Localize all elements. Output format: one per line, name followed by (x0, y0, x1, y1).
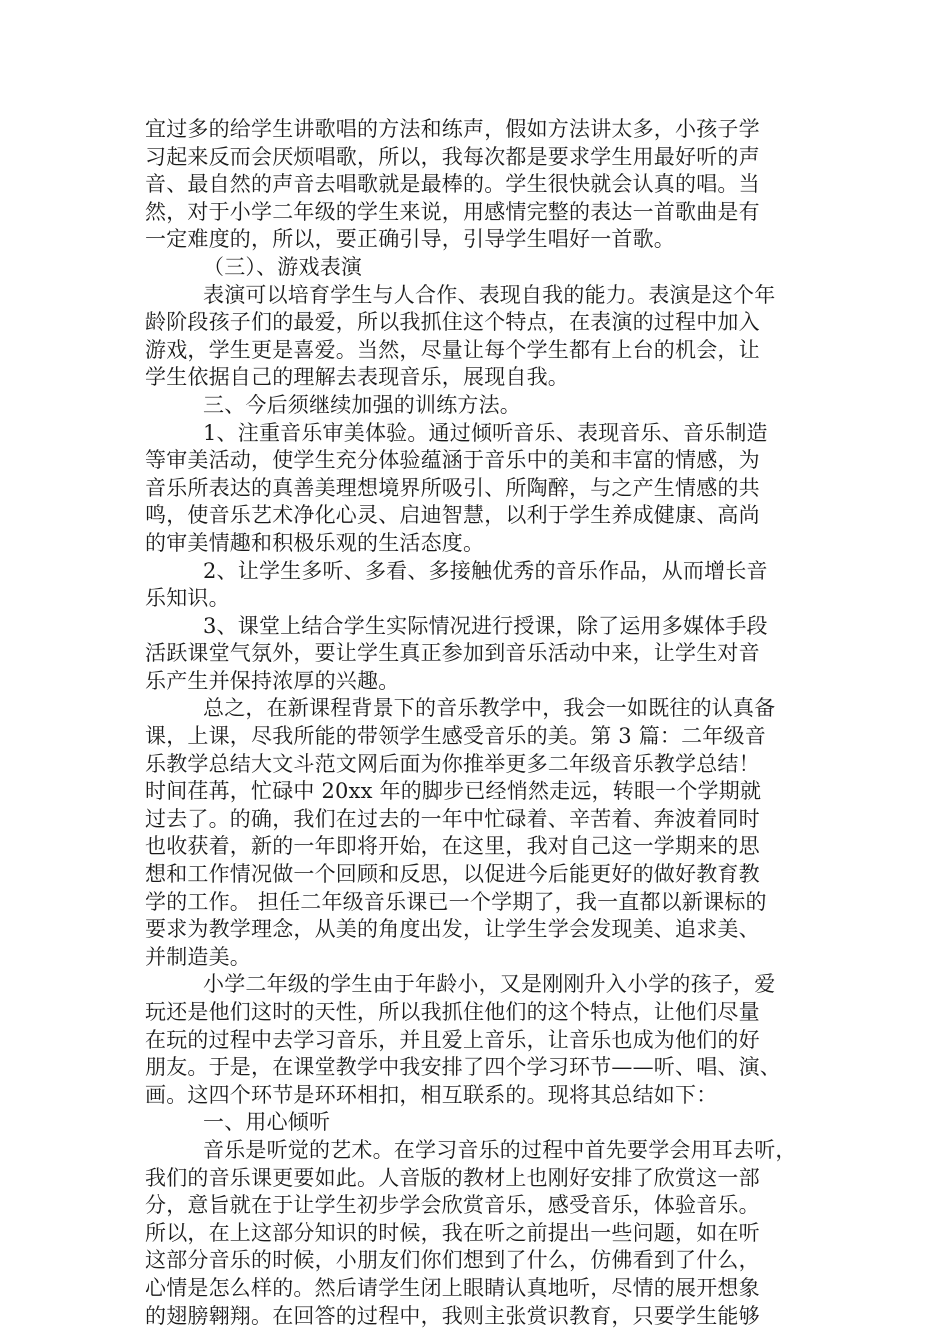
text-line: 龄阶段孩子们的最爱，所以我抓住这个特点，在表演的过程中加入 (145, 310, 760, 335)
text-line: 这部分音乐的时候，小朋友们你们想到了什么，仿佛看到了什么， (145, 1248, 760, 1273)
text-line: 过去了。的确，我们在过去的一年中忙碌着、辛苦着、奔波着同时 (145, 806, 760, 831)
text-line: 2、让学生多听、多看、多接触优秀的音乐作品，从而增长音 (203, 558, 768, 583)
text-line: 心情是怎么样的。然后请学生闭上眼睛认真地听，尽情的展开想象 (145, 1275, 760, 1300)
text-line: 一、用心倾听 (203, 1110, 331, 1135)
text-line: 时间荏苒，忙碌中 20xx 年的脚步已经悄然走远，转眼一个学期就 (145, 779, 762, 804)
text-line: 分，意旨就在于让学生初步学会欣赏音乐，感受音乐，体验音乐。 (145, 1193, 760, 1218)
text-line: 一定难度的，所以，要正确引导，引导学生唱好一首歌。 (145, 227, 675, 252)
text-line: 课，上课，尽我所能的带领学生感受音乐的美。第 3 篇：二年级音 (145, 724, 766, 749)
text-line: 学生依据自己的理解去表现音乐，展现自我。 (145, 365, 569, 390)
text-line: 的翅膀翱翔。在回答的过程中，我则主张赏识教育，只要学生能够 (145, 1303, 760, 1328)
text-line: 玩还是他们这时的天性，所以我抓住他们的这个特点，让他们尽量 (145, 1000, 760, 1024)
text-line: 并制造美。 (145, 944, 251, 969)
text-line: 三、今后须继续加强的训练方法。 (203, 392, 521, 417)
text-line: 然，对于小学二年级的学生来说，用感情完整的表达一首歌曲是有 (145, 199, 760, 224)
text-line: 表演可以培育学生与人合作、表现自我的能力。表演是这个年 (203, 282, 776, 307)
text-line: 总之，在新课程背景下的音乐教学中，我会一如既往的认真备 (203, 696, 776, 721)
text-line: 游戏，学生更是喜爱。当然，尽量让每个学生都有上台的机会，让 (145, 337, 760, 362)
text-line: 也收获着，新的一年即将开始，在这里，我对自己这一学期来的思 (145, 834, 760, 859)
text-line: 乐产生并保持浓厚的兴趣。 (145, 668, 400, 693)
text-line: 音乐是听觉的艺术。在学习音乐的过程中首先要学会用耳去听， (203, 1137, 797, 1162)
text-line: 在玩的过程中去学习音乐，并且爱上音乐，让音乐也成为他们的好 (145, 1027, 760, 1052)
text-line: 我们的音乐课更要如此。人音版的教材上也刚好安排了欣赏这一部 (145, 1165, 760, 1190)
text-line: 鸣，使音乐艺术净化心灵、启迪智慧，以利于学生养成健康、高尚 (145, 503, 760, 528)
text-line: 小学二年级的学生由于年龄小，又是刚刚升入小学的孩子，爱 (203, 972, 776, 997)
text-line: 学的工作。 担任二年级音乐课已一个学期了，我一直都以新课标的 (145, 889, 767, 914)
text-line: 想和工作情况做一个回顾和反思，以促进今后能更好的做好教育教 (145, 862, 760, 887)
text-line: 朋友。于是，在课堂教学中我安排了四个学习环节——听、唱、演、 (145, 1055, 781, 1080)
text-line: （三）、游戏表演 (203, 254, 363, 279)
text-line: 音、最自然的声音去唱歌就是最棒的。学生很快就会认真的唱。当 (145, 172, 760, 197)
text-line: 等审美活动，使学生充分体验蕴涵于音乐中的美和丰富的情感，为 (145, 448, 760, 473)
text-line: 活跃课堂气氛外，要让学生真正参加到音乐活动中来，让学生对音 (145, 641, 760, 666)
text-line: 要求为教学理念，从美的角度出发，让学生学会发现美、追求美、 (145, 917, 760, 942)
text-line: 音乐所表达的真善美理想境界所吸引、所陶醉，与之产生情感的共 (145, 475, 760, 500)
text-line: 宜过多的给学生讲歌唱的方法和练声，假如方法讲太多，小孩子学 (145, 117, 760, 141)
text-line: 乐教学总结大文斗范文网后面为你推举更多二年级音乐教学总结！ (145, 751, 760, 776)
text-line: 所以，在上这部分知识的时候，我在听之前提出一些问题，如在听 (145, 1220, 760, 1245)
text-line: 乐知识。 (145, 586, 230, 611)
text-line: 1、注重音乐审美体验。通过倾听音乐、表现音乐、音乐制造 (203, 420, 768, 445)
text-line: 画。这四个环节是环环相扣，相互联系的。现将其总结如下： (145, 1082, 718, 1107)
text-line: 习起来反而会厌烦唱歌，所以，我每次都是要求学生用最好听的声 (145, 144, 760, 169)
document-body (145, 116, 825, 1330)
text-line: 的审美情趣和积极乐观的生活态度。 (145, 530, 485, 555)
text-line: 3、课堂上结合学生实际情况进行授课，除了运用多媒体手段 (203, 613, 768, 638)
